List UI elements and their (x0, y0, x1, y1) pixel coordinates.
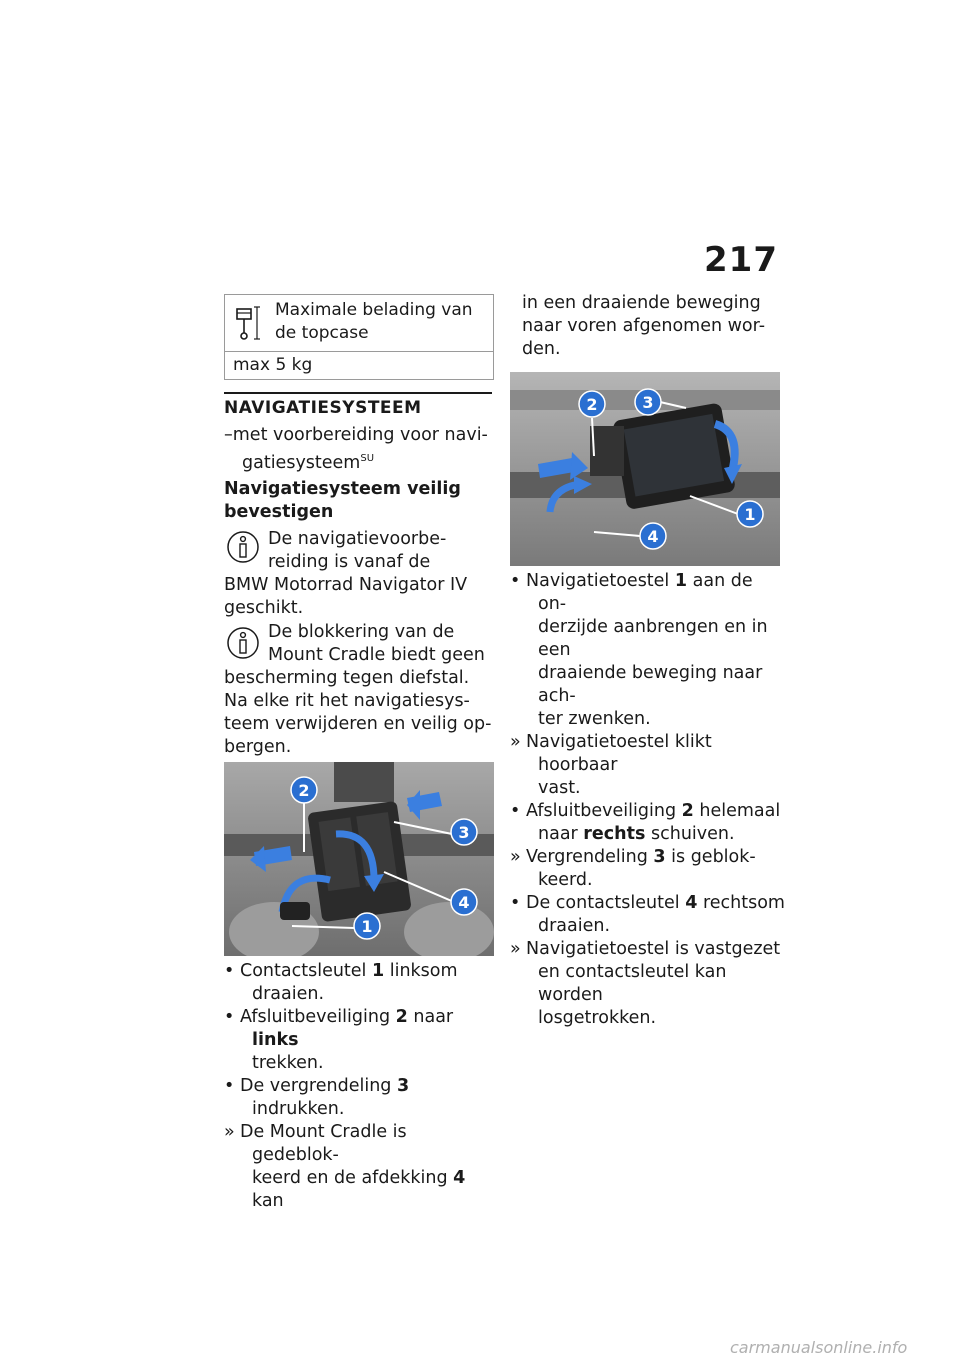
bullet-marker: • (510, 801, 521, 821)
info1-line-3: BMW Motorrad Navigator IV (224, 575, 468, 595)
step-right-2 (510, 800, 786, 846)
figure2-callout-2: 2 (586, 395, 598, 414)
step-text: schuiven. (645, 824, 735, 844)
step-ref: 4 (685, 893, 698, 913)
step-text: Afsluitbeveiliging (240, 1007, 396, 1027)
step-left-3 (224, 1075, 496, 1121)
figure1-illustration (224, 762, 494, 956)
step-text: losgetrokken. (538, 1008, 657, 1028)
info1-line-1: De navigatievoorbe- (268, 529, 447, 549)
bullet-marker: • (510, 571, 521, 591)
section-title: NAVIGATIESYSTEEM (224, 398, 422, 418)
step-ref: 4 (453, 1168, 466, 1188)
step-text: linksom (384, 961, 458, 981)
condition-sup: SU (360, 453, 375, 464)
result-marker: » (510, 732, 521, 752)
right-intro-line-2: naar voren afgenomen wor- (522, 316, 766, 336)
spec-title-line-2: de topcase (275, 323, 369, 343)
step-ref: 1 (371, 961, 385, 981)
figure2-callout-1: 1 (744, 505, 756, 524)
info2-line-5: teem verwijderen en veilig op- (224, 714, 492, 734)
result-marker: » (224, 1122, 235, 1142)
info2-body (224, 667, 494, 759)
step-emphasis: rechts (583, 824, 646, 844)
weight-scale-icon (235, 303, 265, 343)
step-text: naar (538, 824, 584, 844)
step-text: indrukken. (252, 1099, 345, 1119)
result-left-1 (224, 1121, 496, 1213)
footer-watermark: carmanualsonline.info (730, 1338, 908, 1357)
step-emphasis: links (252, 1030, 299, 1050)
condition-line-1: –met voorbereiding voor navi- (224, 425, 488, 445)
subsection-title-line-2: bevestigen (224, 502, 334, 522)
step-text: helemaal (693, 801, 781, 821)
step-right-1 (510, 570, 786, 731)
right-intro-line-1: in een draaiende beweging (522, 293, 761, 313)
step-text: De Mount Cradle is gedeblok- (240, 1122, 407, 1165)
step-text: kan (252, 1191, 284, 1211)
step-text: derzijde aanbrengen en in een (538, 617, 768, 660)
step-ref: 2 (681, 801, 694, 821)
steps-left (224, 960, 496, 1213)
step-text: draaien. (252, 984, 325, 1004)
step-text: Navigatietoestel is vastgezet (526, 939, 781, 959)
figure1-callout-2: 2 (298, 781, 310, 800)
step-left-1 (224, 960, 496, 1006)
step-text: aan de on- (538, 571, 753, 614)
section-condition (224, 424, 494, 475)
step-right-3 (510, 892, 786, 938)
section-rule (224, 392, 492, 394)
step-text: Navigatietoestel klikt hoorbaar (526, 732, 712, 775)
subsection-title (224, 478, 494, 524)
condition-text: gatiesysteem (242, 452, 361, 473)
step-text: naar (407, 1007, 454, 1027)
step-ref: 3 (653, 847, 666, 867)
step-text: keerd. (538, 870, 593, 890)
figure1-callout-1: 1 (361, 917, 373, 936)
result-right-3 (510, 938, 786, 1030)
info1-line-2: reiding is vanaf de (268, 552, 431, 572)
info-icon (226, 530, 260, 564)
result-right-1 (510, 731, 786, 800)
step-text: vast. (538, 778, 581, 798)
right-intro-line-3: den. (522, 339, 561, 359)
bullet-marker: • (224, 1007, 235, 1027)
info-icon (226, 626, 260, 660)
subsection-title-line-1: Navigatiesysteem veilig (224, 479, 461, 499)
step-text: en contactsleutel kan worden (538, 962, 727, 1005)
spec-header (225, 295, 493, 352)
spec-title (275, 299, 487, 345)
spec-table (224, 294, 494, 380)
step-text: ter zwenken. (538, 709, 651, 729)
condition-line-2 (224, 447, 494, 475)
info1-head (268, 528, 494, 574)
info2-line-1: De blokkering van de (268, 622, 455, 642)
result-right-2 (510, 846, 786, 892)
info1-body (224, 574, 494, 620)
bullet-marker: • (510, 893, 521, 913)
spec-value: max 5 kg (233, 355, 313, 375)
figure2-callout-4: 4 (647, 527, 659, 546)
step-text: draaiende beweging naar ach- (538, 663, 763, 706)
right-intro (522, 292, 784, 361)
steps-right (510, 570, 786, 1030)
info2-line-3: bescherming tegen diefstal. (224, 668, 470, 688)
figure-mount-cradle-unlock (224, 762, 494, 956)
step-text: keerd en de afdekking (252, 1168, 454, 1188)
step-text: De vergrendeling (240, 1076, 397, 1096)
result-marker: » (510, 847, 521, 867)
figure1-callout-3: 3 (458, 823, 470, 842)
step-text: Afsluitbeveiliging (526, 801, 682, 821)
bullet-marker: • (224, 961, 235, 981)
step-text: Contactsleutel (240, 961, 372, 981)
step-text: is geblok- (665, 847, 756, 867)
bullet-marker: • (224, 1076, 235, 1096)
step-text: De contactsleutel (526, 893, 686, 913)
info2-line-4: Na elke rit het navigatiesys- (224, 691, 470, 711)
step-text: rechtsom (697, 893, 785, 913)
figure2-illustration (510, 372, 780, 566)
info2-head (268, 621, 494, 667)
step-left-2 (224, 1006, 496, 1075)
result-marker: » (510, 939, 521, 959)
step-ref: 3 (396, 1076, 410, 1096)
info1-line-4: geschikt. (224, 598, 304, 618)
figure-navigator-mount (510, 372, 780, 566)
figure1-callout-4: 4 (458, 893, 470, 912)
info2-line-6: bergen. (224, 737, 292, 757)
step-text: trekken. (252, 1053, 324, 1073)
figure2-callout-3: 3 (642, 393, 654, 412)
spec-title-line-1: Maximale belading van (275, 300, 473, 320)
page-number: 217 (704, 240, 778, 280)
step-ref: 2 (395, 1007, 408, 1027)
info2-line-2: Mount Cradle biedt geen (268, 645, 485, 665)
step-text: Vergrendeling (526, 847, 654, 867)
step-text: draaien. (538, 916, 611, 936)
step-ref: 1 (674, 571, 688, 591)
step-text: Navigatietoestel (526, 571, 675, 591)
